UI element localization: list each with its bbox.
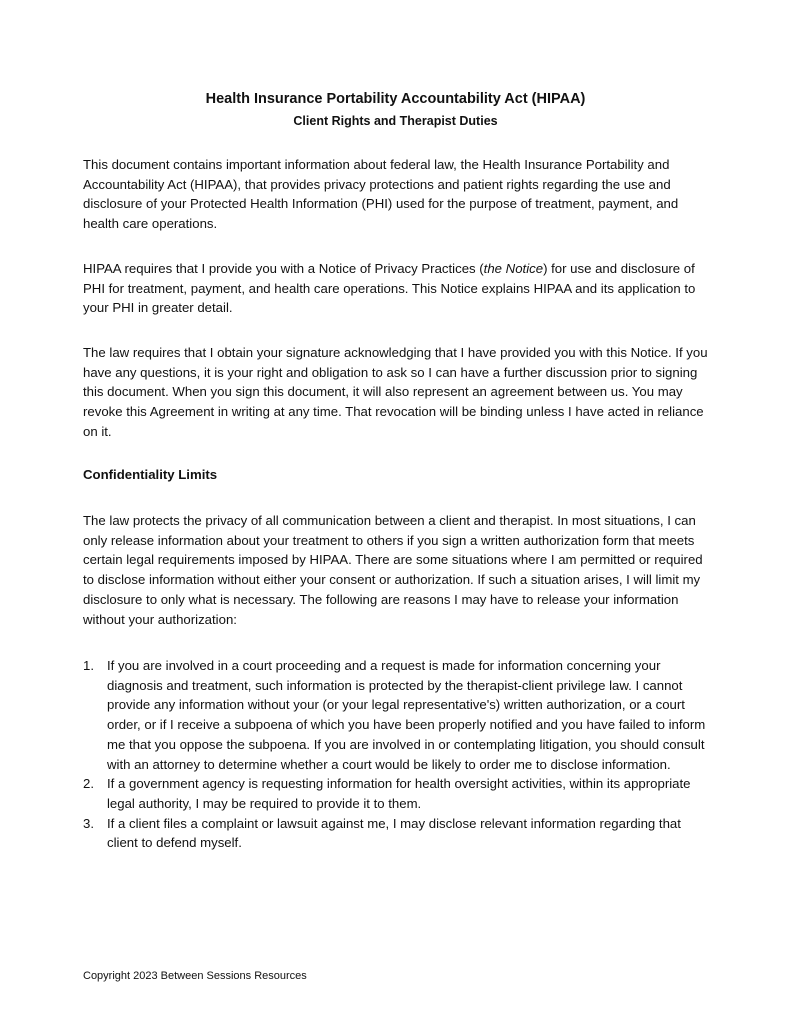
notice-text-after: ) for use and disclosure of PHI for treatment, payment, and health care operations. This Notice explains HIPAA and its application to your PHI in greater detail.: [83, 261, 696, 316]
list-item-number: 2.: [83, 776, 94, 792]
list-item-number: 1.: [83, 658, 94, 673]
copyright-footer: Copyright 2023 Between Sessions Resources: [83, 970, 307, 982]
confidentiality-paragraph: The law protects the privacy of all communication between a client and therapist. In most situations, I can only release information about your treatment to others if you sign a written authorization form that meets certain legal requirements imposed by HIPAA. There are some situations where I am permitted or required to disclose information without either your consent or authorization. If such a situation arises, I will limit my disclosure to only what is necessary. The following are reasons I may have to release your information without your authorization:: [83, 513, 703, 627]
list-item: [83, 814, 713, 853]
notice-paragraph: [83, 259, 713, 318]
notice-italic-text: the Notice: [483, 261, 544, 276]
list-item-text: If a client files a complaint or lawsuit against me, I may disclose relevant information regarding that client to defend myself.: [107, 815, 681, 851]
list-item-text: If a government agency is requesting information for health oversight activities, within its appropriate legal authority, I may be required to provide it to them.: [107, 776, 691, 811]
document-title: Health Insurance Portability Accountability Act (HIPAA): [205, 91, 586, 107]
list-item: [83, 774, 713, 813]
notice-text-before: HIPAA requires that I provide you with a Notice of Privacy Practices (: [83, 261, 484, 276]
disclosure-reasons-list: [83, 656, 713, 853]
intro-paragraph: This document contains important information about federal law, the Health Insurance Portability and Accountability Act (HIPAA), that provides privacy protections and patient rights regarding the use and disclosure of your Protected Health Information (PHI) used for the purpose of treatment, payment, and health care operations.: [83, 157, 679, 232]
list-item-text: If you are involved in a court proceeding and a request is made for information concerning your diagnosis and treatment, such information is protected by the therapist-client privilege law. I cannot provide any information without your (or your legal representative's) written authorization, or a court order, or if I receive a subpoena of which you have been properly notified and you have failed to inform me that you oppose the subpoena. If you are involved in or contemplating litigation, you should consult with an attorney to determine whether a court would be likely to order me to disclose information.: [107, 658, 706, 772]
section-heading: Confidentiality Limits: [83, 467, 218, 482]
list-item-number: 3.: [83, 815, 94, 831]
document-subtitle: Client Rights and Therapist Duties: [293, 114, 498, 128]
signature-paragraph: The law requires that I obtain your signature acknowledging that I have provided you with this Notice. If you have any questions, it is your right and obligation to ask so I can have a further discussion prior to signing this document. When you sign this document, it will also represent an agreement between us. You may revoke this Agreement in writing at any time. That revocation will be binding unless I have acted in reliance on it.: [83, 345, 708, 439]
list-item: [83, 656, 713, 774]
